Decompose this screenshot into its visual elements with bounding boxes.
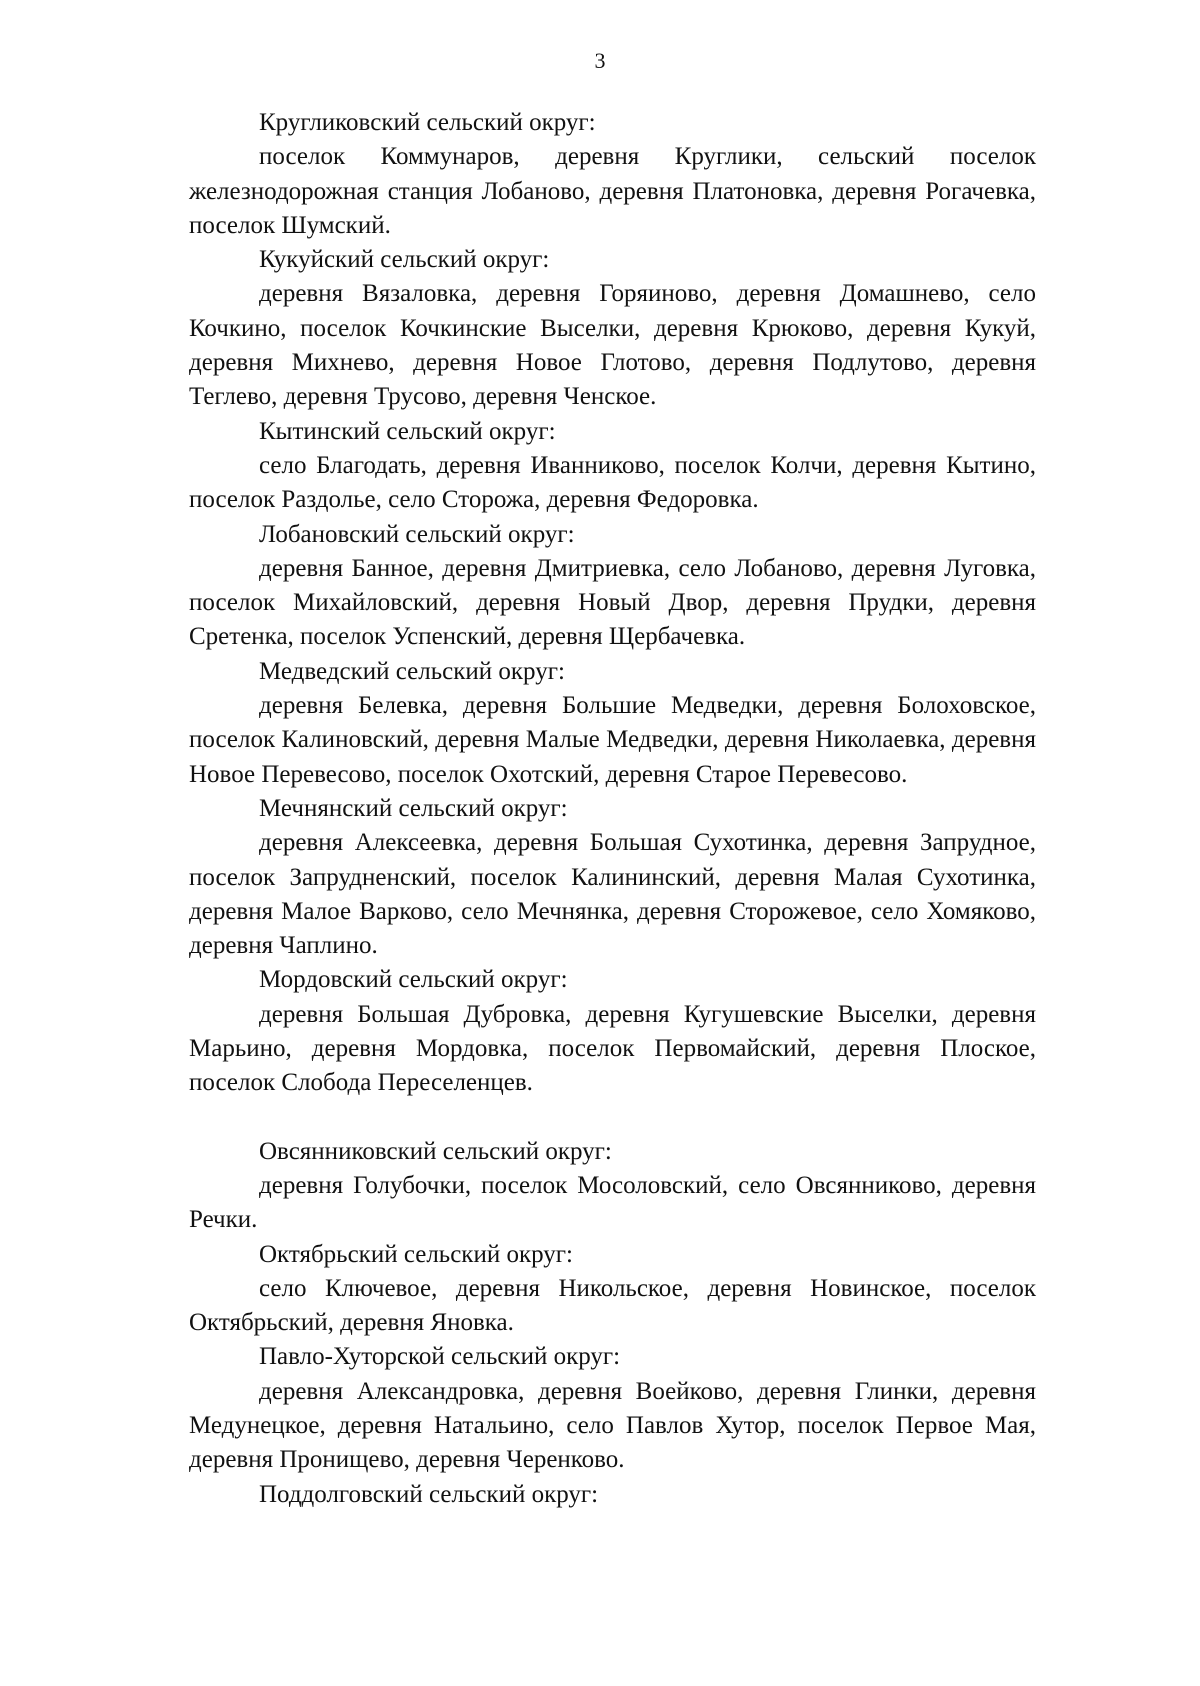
district-kukuy	[189, 243, 1036, 414]
district-settlements: деревня Голубочки, поселок Мосоловский, село Овсянниково, деревня Речки.	[189, 1171, 1036, 1234]
district-title: Овсянниковский сельский округ:	[259, 1137, 612, 1165]
district-settlements: деревня Банное, деревня Дмитриевка, село Лобаново, деревня Луговка, поселок Михайловский, деревня Новый Двор, деревня Прудки, деревня Сретенка, поселок Успенский, деревня Щербачевка.	[189, 554, 1036, 651]
district-settlements: село Ключевое, деревня Никольское, деревня Новинское, поселок Октябрьский, деревня Яновка.	[189, 1274, 1036, 1337]
district-poddolgovo	[189, 1478, 1036, 1512]
district-title: Октябрьский сельский округ:	[259, 1240, 573, 1268]
district-title: Медведский сельский округ:	[259, 657, 565, 685]
district-title: Кукуйский сельский округ:	[259, 246, 550, 274]
district-settlements: деревня Большая Дубровка, деревня Кугушевские Выселки, деревня Марьино, деревня Мордовка, поселок Первомайский, деревня Плоское, поселок Слобода Переселенцев.	[189, 1000, 1036, 1097]
district-pavlo-khutor	[189, 1340, 1036, 1477]
district-title: Мечнянский сельский округ:	[259, 794, 568, 822]
page-number: 3	[594, 48, 606, 73]
district-title: Поддолговский сельский округ:	[259, 1480, 599, 1508]
district-title: Лобановский сельский округ:	[259, 520, 575, 548]
district-settlements: деревня Белевка, деревня Большие Медведки, деревня Болоховское, поселок Калиновский, деревня Малые Медведки, деревня Николаевка, деревня Новое Перевесово, поселок Охотский, деревня Старое Перевесово.	[189, 692, 1036, 788]
district-lobanovo	[189, 518, 1036, 655]
district-mordovka	[189, 963, 1036, 1100]
district-settlements: деревня Алексеевка, деревня Большая Сухотинка, деревня Запрудное, поселок Запрудненский, поселок Калининский, деревня Малая Сухотинка, деревня Малое Варково, село Мечнянка, деревня Сторожевое, село Хомяково, деревня Чаплино.	[189, 829, 1036, 960]
document-content	[189, 106, 1036, 1512]
district-title: Кругликовский сельский округ:	[259, 109, 596, 136]
district-settlements: деревня Вязаловка, деревня Горяиново, деревня Домашнево, село Кочкино, поселок Кочкинские Выселки, деревня Крюково, деревня Кукуй, деревня Михнево, деревня Новое Глотово, деревня Подлутово, деревня Теглево, деревня Трусово, деревня Ченское.	[189, 280, 1036, 411]
district-settlements: деревня Александровка, деревня Воейково, деревня Глинки, деревня Медунецкое, деревня Натальино, село Павлов Хутор, поселок Первое Мая, деревня Пронищево, деревня Черенково.	[189, 1377, 1036, 1474]
district-ovsyannikovo	[189, 1135, 1036, 1238]
paragraph-gap	[189, 1101, 1036, 1135]
district-mechnyanka	[189, 792, 1036, 963]
district-krugliki	[189, 106, 1036, 243]
district-title: Мордовский сельский округ:	[259, 966, 568, 994]
district-settlements: поселок Коммунаров, деревня Круглики, сельский поселок железнодорожная станция Лобаново, деревня Платоновка, деревня Рогачевка, поселок Шумский.	[189, 143, 1036, 239]
district-kytino	[189, 415, 1036, 518]
district-title: Павло-Хуторской сельский округ:	[259, 1343, 621, 1371]
district-settlements: село Благодать, деревня Иванниково, поселок Колчи, деревня Кытино, поселок Раздолье, село Сторожа, деревня Федоровка.	[189, 451, 1036, 514]
district-title: Кытинский сельский округ:	[259, 417, 556, 445]
district-oktyabrsky	[189, 1238, 1036, 1341]
district-medvedki	[189, 655, 1036, 792]
